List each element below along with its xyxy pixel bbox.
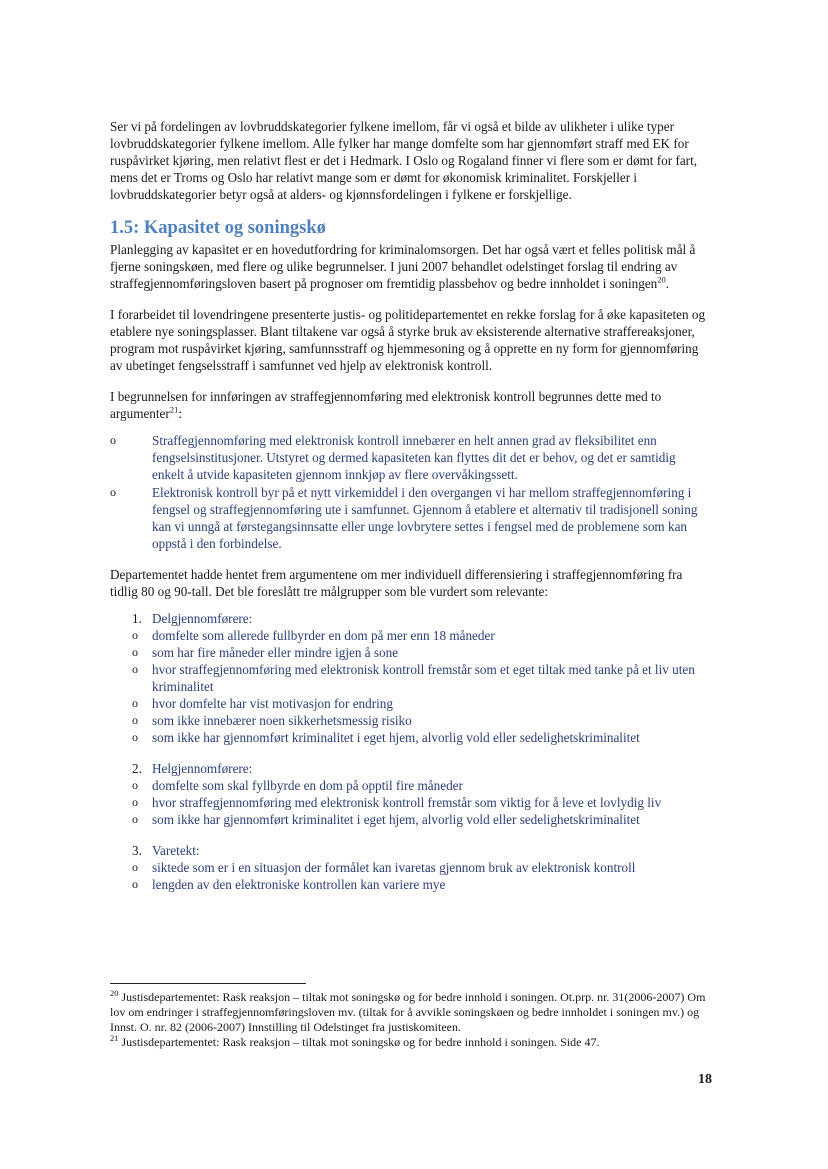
list-item bbox=[110, 729, 710, 746]
bullet-marker: o bbox=[132, 628, 138, 642]
paragraph-arguments-end: : bbox=[178, 406, 182, 421]
paragraph-capacity-text: Planlegging av kapasitet er en hovedutfordring for kriminalomsorgen. Det har også vært et felles politisk mål å fjerne soningskøen, med flere og ulike begrunnelser. I juni 2007 behandlet odelstinget forslag til endring av straffegjennomføringsloven basert på prognoser om fremtidig plassbehov og bedre innholdet i soningen bbox=[110, 242, 696, 291]
paragraph-capacity-end: . bbox=[665, 276, 670, 291]
paragraph-capacity bbox=[110, 241, 710, 292]
list-item-text: som ikke har gjennomført kriminalitet i eget hjem, alvorlig vold eller sedelighetskriminalitet bbox=[152, 730, 640, 745]
footnote-divider bbox=[110, 983, 306, 984]
group-number: 1. bbox=[132, 611, 142, 626]
bullet-marker: o bbox=[132, 778, 138, 792]
intro-paragraph: Ser vi på fordelingen av lovbruddskategorier fylkene imellom, får vi også et bilde av ulikheter i ulike typer lovbruddskategorier fylkene imellom. Alle fylker har mange domfelte som har gjennomført straff med EK for ruspåvirket kjøring, men relativt flest er det i Hedmark. I Oslo og Rogaland finner vi flere som er dømt for fart, mens det er Troms og Oslo har relativt mange som er dømt for økonomisk kriminalitet. Forskjeller i lovbruddskategorier betyr også at alders- og kjønnsfordelingen i fylkene er forskjellige. bbox=[110, 119, 698, 202]
bullet-marker: o bbox=[110, 433, 116, 447]
bullet-marker: o bbox=[132, 696, 138, 710]
list-item-text: som ikke har gjennomført kriminalitet i eget hjem, alvorlig vold eller sedelighetskriminalitet bbox=[152, 812, 640, 827]
list-item bbox=[110, 876, 710, 893]
target-group-criteria bbox=[110, 777, 710, 828]
target-group-criteria bbox=[110, 859, 710, 893]
list-item bbox=[110, 811, 710, 828]
list-item-text: som ikke innebærer noen sikkerhetsmessig risiko bbox=[152, 713, 412, 728]
footnote-20 bbox=[110, 990, 710, 1035]
list-item-text: domfelte som allerede fullbyrder en dom på mer enn 18 måneder bbox=[152, 628, 495, 643]
footnotes bbox=[110, 990, 710, 1050]
list-item-text: domfelte som skal fyllbyrde en dom på opptil fire måneder bbox=[152, 778, 463, 793]
footnote-ref-20[interactable]: 20 bbox=[657, 274, 666, 285]
group-title-text: Helgjennomførere: bbox=[152, 761, 253, 776]
section-heading: 1.5: Kapasitet og soningskø bbox=[110, 218, 326, 238]
arguments-list bbox=[110, 432, 710, 552]
target-group-1 bbox=[110, 610, 710, 746]
target-group-title bbox=[110, 842, 710, 859]
target-group-3 bbox=[110, 842, 710, 893]
target-group-2 bbox=[110, 760, 710, 828]
group-number: 3. bbox=[132, 843, 142, 858]
list-item-text: hvor domfelte har vist motivasjon for endring bbox=[152, 696, 393, 711]
bullet-marker: o bbox=[132, 860, 138, 874]
paragraph-target-groups: Departementet hadde hentet frem argumentene om mer individuell differensiering i straffegjennomføring fra tidlig 80 og 90-tall. Det ble foreslått tre målgrupper som ble vurdert som relevante: bbox=[110, 567, 683, 599]
paragraph-preparatory-work: I forarbeidet til lovendringene presenterte justis- og politidepartementet en rekke forslag for å øke kapasiteten og etablere nye soningsplasser. Blant tiltakene var også å styrke bruk av eksisterende alternative straffereaksjoner, program mot ruspåvirket kjøring, samfunnsstraff og hjemmesoning og å opprette en ny form for gjennomføring av ubetinget fengselsstraff i samfunnet ved hjelp av elektronisk kontroll. bbox=[110, 307, 706, 373]
list-item bbox=[110, 712, 710, 729]
footnote-number: 21 bbox=[110, 1033, 119, 1043]
list-item bbox=[110, 777, 710, 794]
target-group-title bbox=[110, 610, 710, 627]
list-item bbox=[110, 695, 710, 712]
footnote-text: Justisdepartementet: Rask reaksjon – tiltak mot soningskø og for bedre innhold i soningen. Side 47. bbox=[121, 1035, 600, 1049]
list-item-text: Straffegjennomføring med elektronisk kontroll innebærer en helt annen grad av fleksibilitet enn fengselsinstitusjoner. Utstyret og dermed kapasiteten kan flyttes dit det er behov, og det er samtidig enkelt å utvide kapasiteten gjennom innkjøp av flere overvåkingssett. bbox=[152, 433, 676, 482]
list-item-text: som har fire måneder eller mindre igjen å sone bbox=[152, 645, 399, 660]
list-item bbox=[110, 859, 710, 876]
footnote-number: 20 bbox=[110, 988, 119, 998]
bullet-marker: o bbox=[132, 812, 138, 826]
list-item-text: Elektronisk kontroll byr på et nytt virkemiddel i den overgangen vi har mellom straffegjennomføring i fengsel og straffegjennomføring ute i samfunnet. Gjennom å etablere et alternativ til tradisjonell soning kan vi unngå at førstegangsinnsatte eller unge lovbrytere settes i fengsel med de problemene som kan oppstå i den forbindelse. bbox=[152, 485, 698, 551]
group-number: 2. bbox=[132, 761, 142, 776]
list-item bbox=[110, 627, 710, 644]
list-item bbox=[110, 794, 710, 811]
page-body bbox=[110, 118, 710, 907]
footnote-ref-21[interactable]: 21 bbox=[169, 404, 179, 415]
list-item bbox=[110, 644, 710, 661]
paragraph-arguments-intro bbox=[110, 388, 710, 422]
list-item-text: lengden av den elektroniske kontrollen kan variere mye bbox=[152, 877, 446, 892]
target-groups bbox=[110, 610, 710, 893]
bullet-marker: o bbox=[132, 795, 138, 809]
bullet-marker: o bbox=[132, 662, 138, 676]
bullet-marker: o bbox=[132, 713, 138, 727]
target-group-criteria bbox=[110, 627, 710, 746]
list-item bbox=[110, 432, 710, 483]
bullet-marker: o bbox=[132, 645, 138, 659]
footnote-21 bbox=[110, 1035, 710, 1050]
list-item-text: siktede som er i en situasjon der formålet kan ivaretas gjennom bruk av elektronisk kontroll bbox=[152, 860, 636, 875]
footnote-text: Justisdepartementet: Rask reaksjon – tiltak mot soningskø og for bedre innhold i soningen. Ot.prp. nr. 31(2006-2007) Om lov om endringer i straffegjennomføringsloven mv. (tiltak for å avvikle soningskøen og bedre innholdet i soningen mv.) og Innst. O. nr. 82 (2006-2007) Innstilling til Odelstinget fra justiskomiteen. bbox=[110, 990, 706, 1034]
list-item-text: hvor straffegjennomføring med elektronisk kontroll fremstår som viktig for å leve et lovlydig liv bbox=[152, 795, 662, 810]
list-item bbox=[110, 484, 710, 552]
group-title-text: Delgjennomførere: bbox=[152, 611, 253, 626]
target-group-title bbox=[110, 760, 710, 777]
paragraph-arguments-text: I begrunnelsen for innføringen av straffegjennomføring med elektronisk kontroll begrunnes dette med to argumenter bbox=[110, 389, 662, 421]
bullet-marker: o bbox=[132, 877, 138, 891]
list-item bbox=[110, 661, 710, 695]
group-title-text: Varetekt: bbox=[152, 843, 200, 858]
bullet-marker: o bbox=[110, 485, 116, 499]
list-item-text: hvor straffegjennomføring med elektronisk kontroll fremstår som et eget tiltak med tanke på et liv uten kriminalitet bbox=[152, 662, 695, 694]
bullet-marker: o bbox=[132, 730, 138, 744]
page-number: 18 bbox=[698, 1072, 712, 1087]
